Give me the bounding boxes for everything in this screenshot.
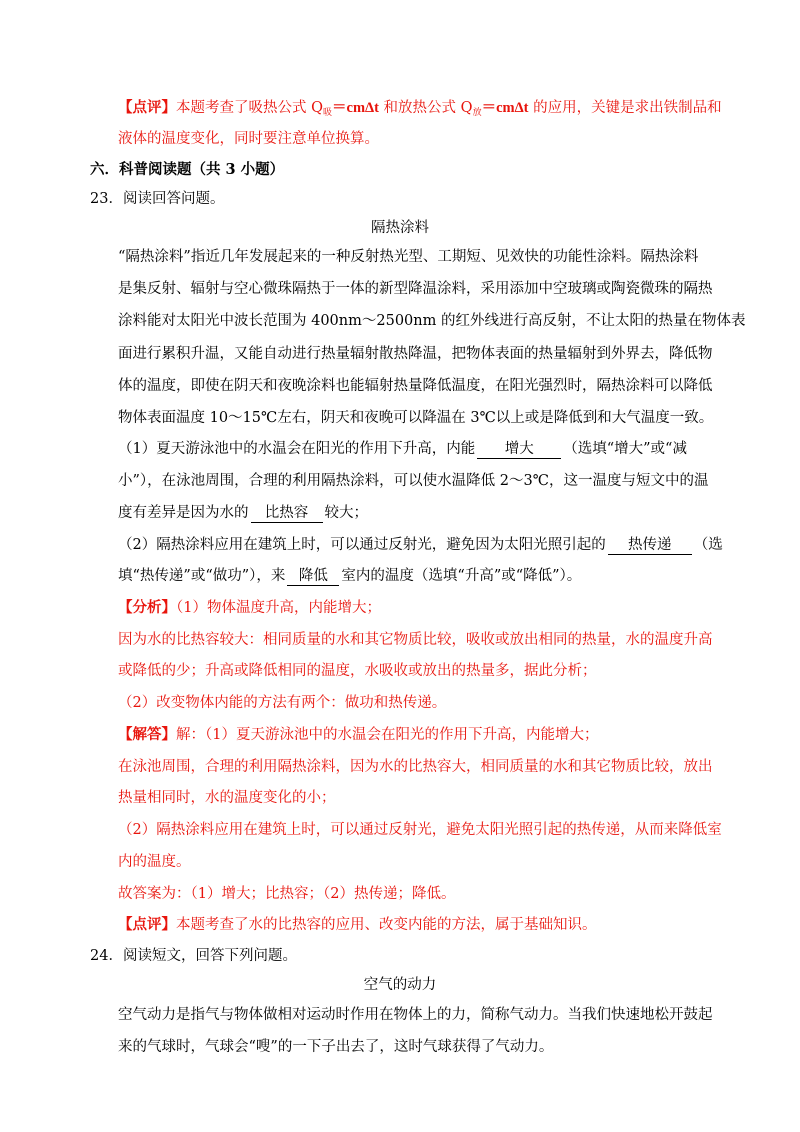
analysis-line: 因为水的比热容较大：相同质量的水和其它物质比较，吸收或放出相同的热量，水的温度升高 <box>118 632 713 648</box>
review-paragraph-1: 【点评】本题考查了吸热公式 $Q_吸=cm\Delta t$ 和放热公式 $Q_放=cm\Delta t$ 的应用，关键是求出铁制品和 <box>118 99 722 118</box>
answer-blank: 热传递 <box>608 537 692 555</box>
answer-blank: 降低 <box>287 568 339 586</box>
q23-subquestion-1-line3: 度有差异是因为水的 比热容 较大； <box>118 505 368 521</box>
analysis-line: （2）改变物体内能的方法有两个：做功和热传递。 <box>118 695 447 711</box>
q23-subquestion-2-line2: 填“热传递”或“做功”），来 降低 室内的温度（选填“升高”或“降低”）。 <box>118 568 582 584</box>
solution-line: （2）隔热涂料应用在建筑上时，可以通过反射光，避免太阳光照引起的热传递，从而来降低室 <box>118 822 722 838</box>
q23-subquestion-2: （2）隔热涂料应用在建筑上时，可以通过反射光，避免因为太阳光照引起的 热传递 （选 <box>118 537 723 553</box>
q23-article-line: 面进行累积升温，又能自动进行热量辐射散热降温，把物体表面的热量辐射到外界去，降低物 <box>118 346 713 362</box>
q23-article-line: 涂料能对太阳光中波长范围为 400nm～2500nm 的红外线进行高反射，不让太阳的热量在物体表 <box>118 313 746 329</box>
analysis-tag: 【分析】 <box>118 599 176 616</box>
q23-article-line: 体的温度，即使在阴天和夜晚涂料也能辐射热量降低温度，在阳光强烈时，隔热涂料可以降低 <box>118 378 713 394</box>
answer-summary: 故答案为：（1）增大；比热容；（2）热传递；降低。 <box>118 886 456 902</box>
q23-subquestion-1: （1）夏天游泳池中的水温会在阳光的作用下升高，内能 增大 （选填“增大”或“减 <box>118 441 687 457</box>
review-tag: 【点评】 <box>118 99 176 116</box>
review-tag: 【点评】 <box>118 916 176 933</box>
solution-tag: 【解答】 <box>118 726 176 743</box>
analysis-line: 或降低的少；升高或降低相同的温度，水吸收或放出的热量多，据此分析； <box>118 663 597 679</box>
solution-line: 内的温度。 <box>118 854 191 870</box>
q23-subquestion-1-line2: 小”），在泳池周围，合理的利用隔热涂料，可以使水温降低 2～3℃，这一温度与短文中的温 <box>118 473 709 489</box>
section-title: 六．科普阅读题（共 3 小题） <box>90 161 285 178</box>
answer-blank: 增大 <box>477 441 561 459</box>
q24-article-line: 来的气球时，气球会“嗖”的一下子出去了，这时气球获得了气动力。 <box>118 1039 554 1055</box>
analysis-line: 【分析】（1）物体温度升高，内能增大； <box>118 599 381 616</box>
q23-article-line: “隔热涂料”指近几年发展起来的一种反射热光型、工期短、见效快的功能性涂料。隔热涂料 <box>118 249 699 265</box>
q23-article-line: 物体表面温度 10～15℃左右，阴天和夜晚可以降温在 3℃以上或是降低到和大气温度一致。 <box>118 410 714 426</box>
answer-blank: 比热容 <box>251 505 323 523</box>
q23-article-line: 是集反射、辐射与空心微珠隔热于一体的新型降温涂料，采用添加中空玻璃或陶瓷微珠的隔热 <box>118 281 713 297</box>
q24-article-title: 空气的动力 <box>363 977 437 993</box>
q24-heading: 24．阅读短文，回答下列问题。 <box>90 948 297 964</box>
solution-line: 【解答】解：（1）夏天游泳池中的水温会在阳光的作用下升高，内能增大； <box>118 726 599 743</box>
q23-article-title: 隔热涂料 <box>371 220 429 236</box>
review-line: 【点评】本题考查了水的比热容的应用、改变内能的方法，属于基础知识。 <box>118 916 597 933</box>
q23-heading: 23．阅读回答问题。 <box>90 191 225 207</box>
review-paragraph-1-line2: 液体的温度变化，同时要注意单位换算。 <box>118 131 379 147</box>
solution-line: 在泳池周围，合理的利用隔热涂料，因为水的比热容大，相同质量的水和其它物质比较，放出 <box>118 759 713 775</box>
q24-article-line: 空气动力是指气与物体做相对运动时作用在物体上的力，简称气动力。当我们快速地松开鼓起 <box>118 1007 713 1023</box>
solution-line: 热量相同时，水的温度变化的小； <box>118 790 336 806</box>
